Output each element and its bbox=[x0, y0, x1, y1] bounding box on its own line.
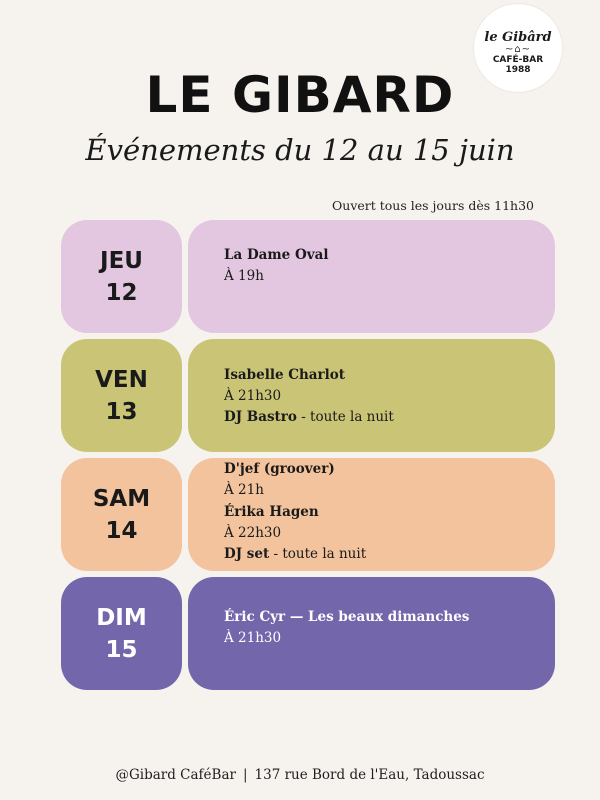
footer-separator: | bbox=[242, 767, 248, 783]
footer-social: @Gibard CaféBar bbox=[115, 767, 236, 783]
day-number: 14 bbox=[105, 517, 138, 544]
logo-line-1: CAFÉ-BAR bbox=[492, 54, 544, 65]
event-detail: À 21h bbox=[224, 482, 264, 498]
page-title: LE GIBARD bbox=[145, 66, 455, 124]
day-events bbox=[188, 577, 555, 690]
event-line bbox=[224, 365, 345, 386]
event-detail: À 22h30 bbox=[224, 525, 282, 541]
day-number: 12 bbox=[105, 279, 138, 306]
event-name: La Dame Oval bbox=[224, 247, 329, 263]
day-label: JEU bbox=[100, 247, 143, 274]
logo-script: le Gibârd bbox=[484, 29, 552, 45]
event-name: DJ set bbox=[224, 546, 270, 562]
page-subtitle: Événements du 12 au 15 juin bbox=[85, 133, 515, 167]
day-events bbox=[188, 220, 555, 333]
footer-address: 137 rue Bord de l'Eau, Tadoussac bbox=[254, 767, 485, 783]
day-label: SAM bbox=[92, 485, 151, 512]
day-badge bbox=[61, 577, 182, 690]
event-line bbox=[224, 544, 366, 565]
event-line bbox=[224, 386, 281, 407]
event-line bbox=[224, 628, 281, 649]
event-detail: À 19h bbox=[224, 268, 264, 284]
day-row-friday bbox=[61, 339, 555, 452]
day-row-saturday bbox=[61, 458, 555, 571]
day-number: 15 bbox=[105, 636, 138, 663]
event-detail: - toute la nuit bbox=[269, 546, 367, 562]
event-line bbox=[224, 523, 281, 544]
event-name: Isabelle Charlot bbox=[224, 367, 346, 383]
event-name: DJ Bastro bbox=[224, 409, 297, 425]
event-line bbox=[224, 407, 394, 428]
day-events bbox=[188, 339, 555, 452]
event-line bbox=[224, 607, 469, 628]
day-badge bbox=[61, 458, 182, 571]
footer bbox=[0, 767, 600, 783]
day-number: 13 bbox=[105, 398, 138, 425]
event-line bbox=[224, 480, 264, 501]
day-badge bbox=[61, 220, 182, 333]
day-events bbox=[188, 458, 555, 571]
event-detail: À 21h30 bbox=[224, 630, 282, 646]
event-line bbox=[224, 266, 264, 287]
event-detail: - toute la nuit bbox=[296, 409, 394, 425]
event-name: D'jef (groover) bbox=[224, 461, 335, 477]
event-line bbox=[224, 245, 328, 266]
event-line bbox=[224, 459, 335, 480]
day-label: DIM bbox=[96, 604, 147, 631]
event-line bbox=[224, 502, 319, 523]
day-label: VEN bbox=[95, 366, 148, 393]
logo-line-2: 1988 bbox=[505, 64, 531, 75]
day-row-sunday bbox=[61, 577, 555, 690]
logo-illustration: ~⌂~ bbox=[504, 43, 532, 55]
event-detail: À 21h30 bbox=[224, 388, 282, 404]
opening-hours: Ouvert tous les jours dès 11h30 bbox=[332, 198, 534, 213]
day-row-thursday bbox=[61, 220, 555, 333]
event-name: Éric Cyr — Les beaux dimanches bbox=[224, 609, 470, 625]
event-name: Érika Hagen bbox=[224, 504, 319, 520]
day-badge bbox=[61, 339, 182, 452]
